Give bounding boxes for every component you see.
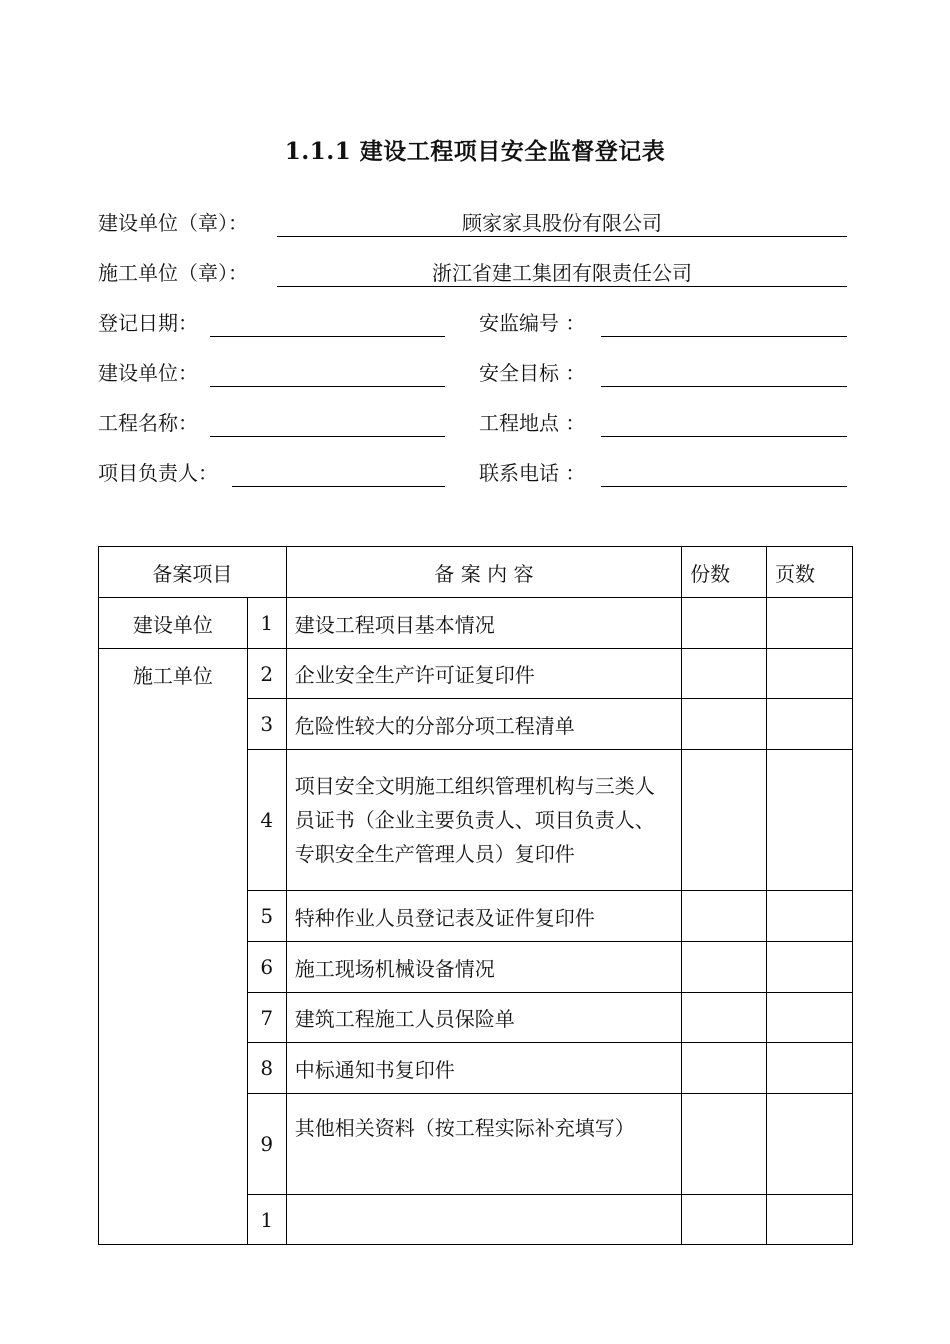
build-unit-row (98, 358, 853, 388)
document-title: 1.1.1 建设工程项目安全监督登记表 (284, 138, 666, 165)
construction-unit-row (98, 208, 853, 238)
safety-goal-field[interactable] (601, 358, 847, 387)
row-pages-cell[interactable] (767, 649, 853, 699)
row-content: 中标通知书复印件 (286, 1043, 681, 1094)
construction-unit-field[interactable]: 顾家家具股份有限公司 (277, 208, 847, 237)
row-copies-cell[interactable] (682, 1094, 767, 1195)
row-copies-cell[interactable] (682, 891, 767, 942)
safety-goal-label: 安全目标 ： (479, 361, 586, 385)
row-number: 7 (247, 993, 286, 1043)
row-pages-cell[interactable] (767, 891, 853, 942)
builder-unit-row (98, 258, 853, 288)
row-pages-cell[interactable] (767, 750, 853, 891)
row-copies-cell[interactable] (682, 750, 767, 891)
header-item: 备案项目 (99, 547, 287, 598)
row-content: 建设工程项目基本情况 (286, 598, 681, 649)
project-leader-row (98, 458, 853, 488)
project-name-field[interactable] (210, 408, 445, 437)
row-number: 8 (247, 1043, 286, 1094)
row-number: 3 (247, 699, 286, 750)
filing-table (98, 546, 853, 1245)
row-content: 项目安全文明施工组织管理机构与三类人员证书（企业主要负责人、项目负责人、专职安全生产管理人员）复印件 (286, 750, 681, 891)
row-copies-cell[interactable] (682, 1195, 767, 1245)
group-builder-unit: 施工单位 (99, 649, 248, 1245)
row-copies-cell[interactable] (682, 942, 767, 993)
row-number: 4 (247, 750, 286, 891)
build-unit-field[interactable] (210, 358, 445, 387)
row-content: 建筑工程施工人员保险单 (286, 993, 681, 1043)
table-row (99, 649, 853, 699)
table-header-row (99, 547, 853, 598)
row-content: 施工现场机械设备情况 (286, 942, 681, 993)
row-number: 9 (247, 1094, 286, 1195)
row-copies-cell[interactable] (682, 993, 767, 1043)
row-number: 6 (247, 942, 286, 993)
row-copies-cell[interactable] (682, 1043, 767, 1094)
project-leader-label: 项目负责人： (98, 461, 218, 485)
builder-unit-field[interactable]: 浙江省建工集团有限责任公司 (277, 258, 847, 287)
row-pages-cell[interactable] (767, 699, 853, 750)
group-construction-unit: 建设单位 (99, 598, 248, 649)
row-pages-cell[interactable] (767, 1043, 853, 1094)
row-content: 其他相关资料（按工程实际补充填写） (286, 1094, 681, 1195)
row-content (286, 1195, 681, 1245)
reg-date-field[interactable] (210, 308, 445, 337)
builder-unit-label: 施工单位（章）： (98, 261, 248, 285)
phone-label: 联系电话 ： (479, 461, 586, 485)
row-content: 特种作业人员登记表及证件复印件 (286, 891, 681, 942)
row-pages-cell[interactable] (767, 1094, 853, 1195)
header-content: 备 案 内 容 (286, 547, 681, 598)
safety-no-field[interactable] (601, 308, 847, 337)
header-pages: 页数 (767, 547, 853, 598)
row-copies-cell[interactable] (682, 649, 767, 699)
project-leader-field[interactable] (232, 458, 445, 487)
row-number: 1 (247, 598, 286, 649)
row-pages-cell[interactable] (767, 598, 853, 649)
row-content: 危险性较大的分部分项工程清单 (286, 699, 681, 750)
construction-unit-label: 建设单位（章）： (98, 211, 248, 235)
table-row (99, 598, 853, 649)
build-unit-label: 建设单位： (98, 361, 198, 385)
row-copies-cell[interactable] (682, 699, 767, 750)
project-site-field[interactable] (601, 408, 847, 437)
row-pages-cell[interactable] (767, 942, 853, 993)
row-number: 5 (247, 891, 286, 942)
row-content: 企业安全生产许可证复印件 (286, 649, 681, 699)
project-name-label: 工程名称： (98, 411, 198, 435)
reg-date-row (98, 308, 853, 338)
safety-no-label: 安监编号 ： (479, 311, 586, 335)
project-site-label: 工程地点 ： (479, 411, 586, 435)
header-copies: 份数 (682, 547, 767, 598)
row-pages-cell[interactable] (767, 1195, 853, 1245)
reg-date-label: 登记日期： (98, 311, 198, 335)
row-copies-cell[interactable] (682, 598, 767, 649)
row-pages-cell[interactable] (767, 993, 853, 1043)
project-name-row (98, 408, 853, 438)
row-number: 1 (247, 1195, 286, 1245)
row-number: 2 (247, 649, 286, 699)
phone-field[interactable] (601, 458, 847, 487)
